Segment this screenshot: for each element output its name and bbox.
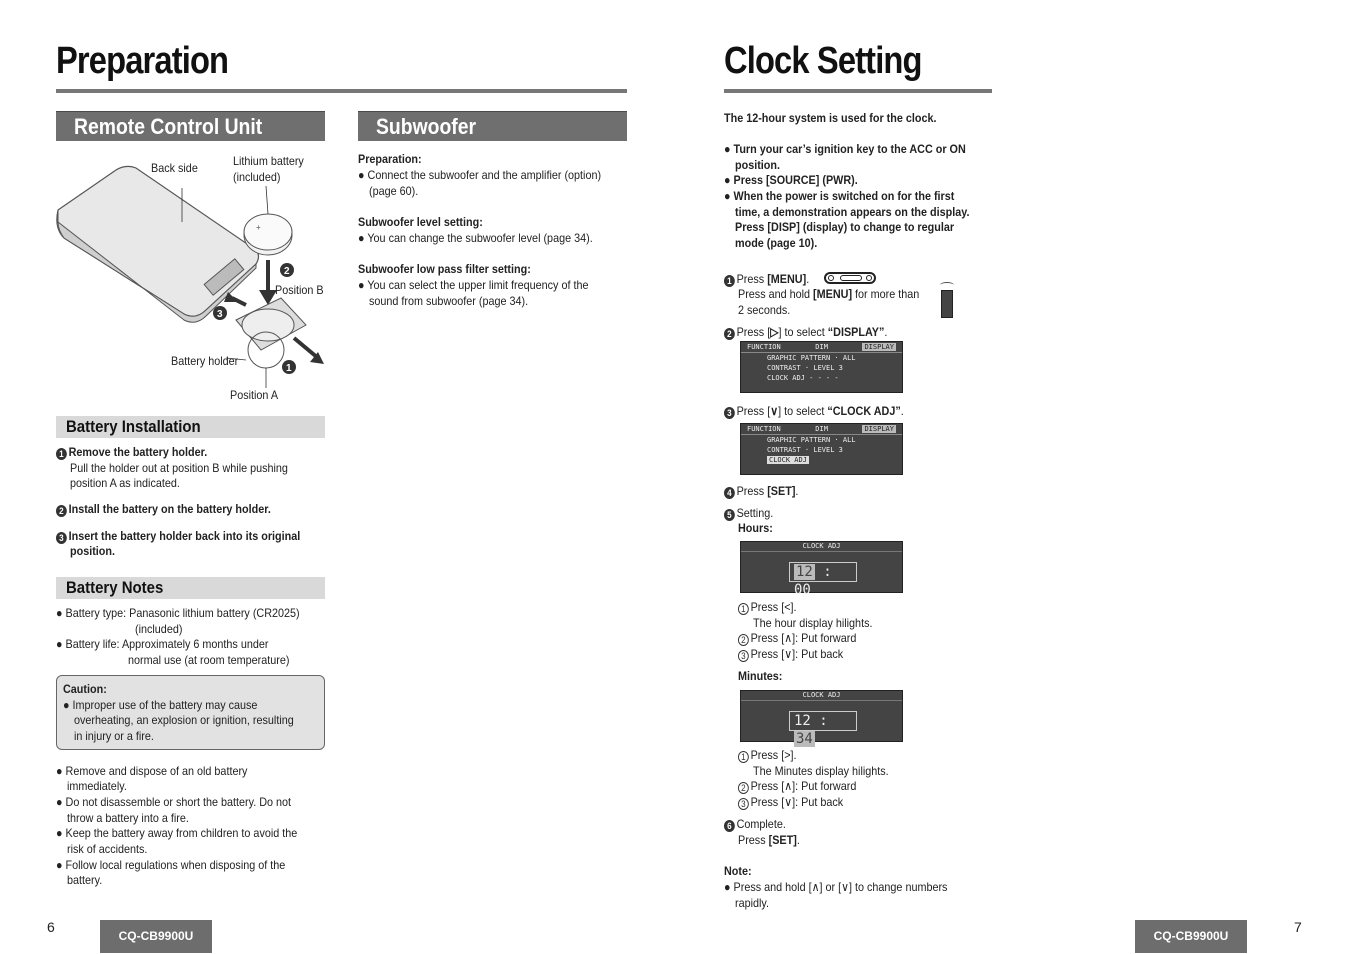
section-subwoofer: Subwoofer [358, 111, 627, 141]
bullet-children-cont: risk of accidents. [67, 842, 148, 856]
install-step-1: 1 Remove the battery holder. [56, 445, 207, 461]
note-text: ● Press and hold [∧] or [∨] to change numbers [724, 880, 948, 894]
model-badge-right: CQ-CB9900U [1135, 920, 1247, 953]
hours-step-2: 2 Press [∧]: Put forward [738, 631, 856, 647]
screen-tab-dim: DIM [815, 343, 828, 351]
caution-text: overheating, an explosion or ignition, resulting [74, 713, 294, 727]
clock-bullet-ignition-cont: position. [735, 158, 780, 172]
sub-lpf-title: Subwoofer low pass filter setting: [358, 262, 531, 276]
label-lithium-included: (included) [233, 170, 281, 184]
minutes-display-screen [740, 690, 903, 747]
minutes-step-1: 1 Press [>]. [738, 748, 797, 764]
note-battery-life: ● Battery life: Approximately 6 months under [56, 637, 269, 651]
note-battery-type: ● Battery type: Panasonic lithium battery (CR2025) [56, 606, 300, 620]
clock-bullet-demo-cont: time, a demonstration appears on the display. [735, 205, 970, 219]
label-position-a: Position A [230, 388, 279, 402]
install-step-3: 3 Insert the battery holder back into its original [56, 529, 300, 545]
model-badge-left: CQ-CB9900U [100, 920, 212, 953]
clock-step-2: 2 Press [▷] to select “DISPLAY”. [724, 325, 887, 341]
note-battery-life-cont: normal use (at room temperature) [128, 653, 290, 667]
note-title: Note: [724, 864, 752, 878]
battery-holder-illustration [236, 298, 306, 350]
remote-battery-diagram [56, 150, 336, 410]
clock-intro: The 12-hour system is used for the clock. [724, 111, 937, 125]
clock-step-4: 4 Press [SET]. [724, 484, 798, 500]
label-back-side: Back side [151, 161, 198, 175]
screen-tab-function: FUNCTION [747, 343, 781, 351]
clock-step-1-seconds: 2 seconds. [738, 303, 791, 317]
clock-hours: 12 [796, 564, 813, 580]
title-rule [56, 89, 627, 93]
bullet-disassemble-cont: throw a battery into a fire. [67, 811, 189, 825]
svg-text:1: 1 [286, 363, 292, 374]
sub-prep-text: ● Connect the subwoofer and the amplifier (option) [358, 168, 602, 182]
hours-display-screen [740, 541, 903, 598]
clock-step-1: 1 Press [MENU]. [724, 272, 809, 288]
install-step-2: 2 Install the battery on the battery holder. [56, 502, 271, 518]
step-3-marker: 3 [56, 532, 67, 544]
page-title-clock-setting: Clock Setting [724, 40, 922, 82]
note-battery-type-cont: (included) [135, 622, 183, 636]
minutes-label: Minutes: [738, 669, 783, 683]
label-lithium-battery: Lithium battery [233, 154, 304, 168]
step-1-marker: 1 [56, 448, 67, 460]
clock-bullet-source: ● Press [SOURCE] (PWR). [724, 173, 858, 187]
install-step-3-text: position. [70, 544, 115, 558]
clock-bullet-demo-cont: mode (page 10). [735, 236, 818, 250]
display-screen-2 [740, 423, 903, 475]
section-battery-installation: Battery Installation [56, 416, 325, 438]
svg-text:3: 3 [217, 309, 223, 320]
minutes-step-1-text: The Minutes display hilights. [753, 764, 889, 778]
sub-level-title: Subwoofer level setting: [358, 215, 483, 229]
menu-key-icon [824, 272, 876, 284]
screen-row: CONTRAST · LEVEL 3 [767, 364, 843, 372]
clock-step-6-press: Press [SET]. [738, 833, 800, 847]
sub-prep-text: (page 60). [369, 184, 419, 198]
svg-text:2: 2 [284, 266, 290, 277]
caution-text: in injury or a fire. [74, 729, 154, 743]
hours-step-1: 1 Press [<]. [738, 600, 797, 616]
step-2-marker: 2 [56, 505, 67, 517]
title-rule [724, 89, 992, 93]
sub-lpf-text: ● You can select the upper limit frequency of the [358, 278, 589, 292]
section-battery-notes: Battery Notes [56, 577, 325, 599]
clock-readout: 12 : 34 [789, 711, 857, 731]
install-step-1-text: Pull the holder out at position B while pushing [70, 461, 288, 475]
label-battery-holder: Battery holder [171, 354, 239, 368]
svg-text:+: + [256, 223, 261, 232]
minutes-step-3: 3 Press [∨]: Put back [738, 795, 843, 811]
screen-tab-display: DISPLAY [864, 425, 894, 433]
clock-bullet-ignition: ● Turn your car’s ignition key to the ACC or ON [724, 142, 966, 156]
screen-row: GRAPHIC PATTERN · ALL [767, 436, 856, 444]
clock-step-3: 3 Press [∨] to select “CLOCK ADJ”. [724, 404, 904, 420]
caution-title: Caution: [63, 682, 107, 696]
hours-step-1-text: The hour display hilights. [753, 616, 873, 630]
minutes-step-2: 2 Press [∧]: Put forward [738, 779, 856, 795]
note-text-cont: rapidly. [735, 896, 770, 910]
label-position-b: Position B [275, 283, 324, 297]
display-screen-1 [740, 341, 903, 393]
lithium-battery-coin [244, 214, 292, 255]
clock-hours: 12 [794, 713, 811, 729]
hours-step-3: 3 Press [∨]: Put back [738, 647, 843, 663]
clock-minutes: 34 [796, 731, 813, 747]
screen-row: GRAPHIC PATTERN · ALL [767, 354, 856, 362]
screen-tab-function: FUNCTION [747, 425, 781, 433]
screen-row: CLOCK ADJ - - - - [767, 374, 839, 382]
page-number-right: 7 [1294, 919, 1302, 935]
sub-level-text: ● You can change the subwoofer level (page 34). [358, 231, 593, 245]
bullet-dispose: ● Remove and dispose of an old battery [56, 764, 248, 778]
screen-title: CLOCK ADJ [741, 542, 902, 552]
bullet-regulations-cont: battery. [67, 873, 103, 887]
clock-readout: 12 : 00 [789, 562, 857, 582]
hours-label: Hours: [738, 521, 773, 535]
screen-title: CLOCK ADJ [741, 691, 902, 701]
remote-icon [938, 282, 956, 318]
bullet-disassemble: ● Do not disassemble or short the battery. Do not [56, 795, 292, 809]
caution-text: ● Improper use of the battery may cause [63, 698, 258, 712]
clock-step-1-hold: Press and hold [MENU] for more than [738, 287, 920, 301]
section-remote-control: Remote Control Unit [56, 111, 325, 141]
clock-minutes: 00 [794, 582, 811, 598]
page-number-left: 6 [47, 919, 55, 935]
clock-bullet-demo-cont: Press [DISP] (display) to change to regular [735, 220, 955, 234]
bullet-regulations: ● Follow local regulations when disposing of the [56, 858, 286, 872]
screen-row: CONTRAST · LEVEL 3 [767, 446, 843, 454]
clock-bullet-demo: ● When the power is switched on for the first [724, 189, 955, 203]
screen-tab-display: DISPLAY [864, 343, 894, 351]
sub-lpf-text: sound from subwoofer (page 34). [369, 294, 529, 308]
screen-tab-dim: DIM [815, 425, 828, 433]
bullet-children: ● Keep the battery away from children to avoid the [56, 826, 298, 840]
install-step-1-text: position A as indicated. [70, 476, 180, 490]
clock-step-6: 6 Complete. [724, 817, 786, 833]
page-title-preparation: Preparation [56, 40, 229, 82]
clock-step-5: 5 Setting. [724, 506, 773, 522]
bullet-dispose-cont: immediately. [67, 779, 127, 793]
sub-prep-title: Preparation: [358, 152, 422, 166]
screen-row-selected: CLOCK ADJ [769, 456, 807, 464]
